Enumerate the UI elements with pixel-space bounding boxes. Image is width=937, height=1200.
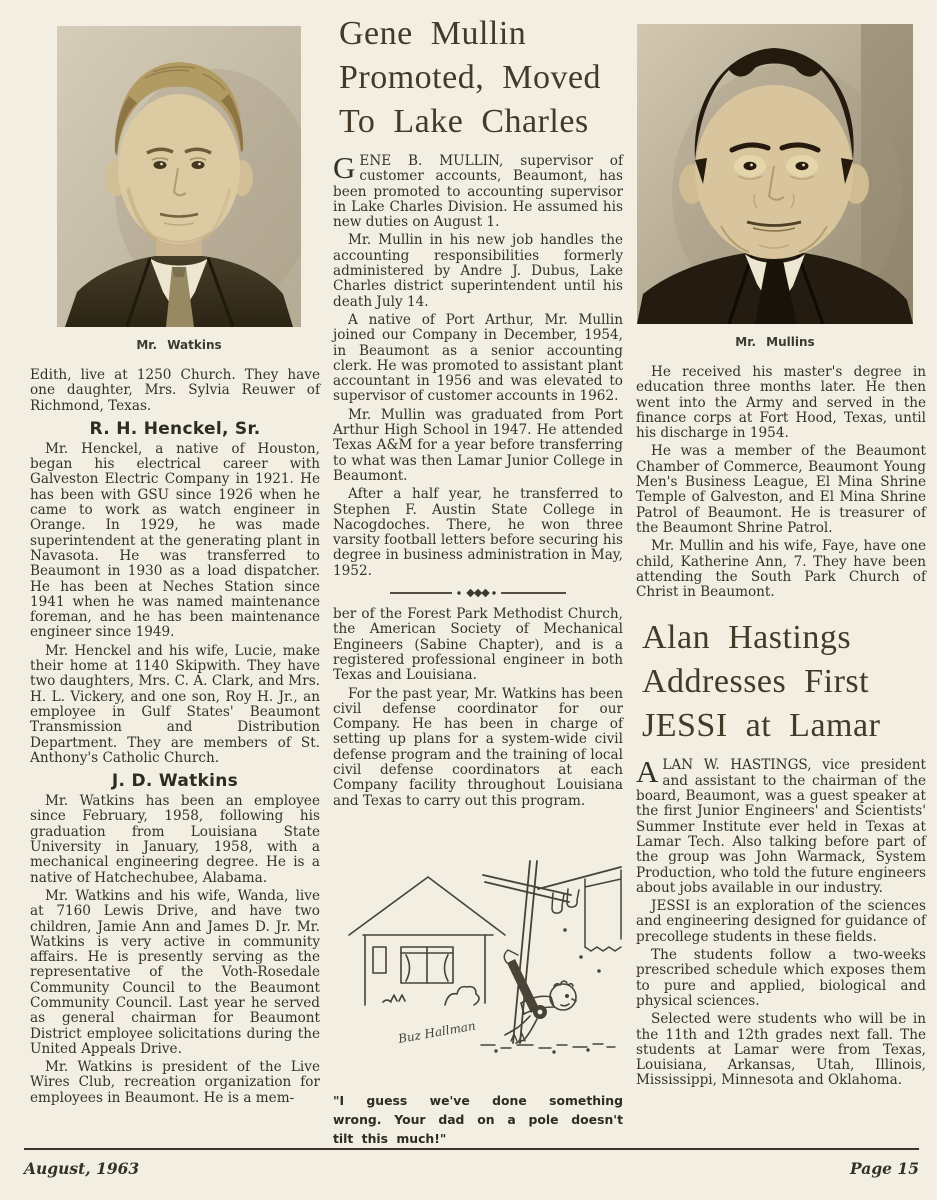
section-divider-ornament [388, 588, 568, 598]
paragraph: After a half year, he transferred to Stephen F. Austin State College in Nacogdoches. There, he won three varsity football letters before securing his degree in business administration in May, 1952. [333, 486, 623, 579]
mullins-photo-frame [637, 24, 926, 324]
headline-line: Gene Mullin [339, 15, 527, 52]
left-column [30, 0, 320, 1150]
headline-line: Promoted, Moved [339, 59, 602, 96]
headline-line: To Lake Charles [339, 103, 589, 140]
paragraph: Mr. Mullin and his wife, Faye, have one child, Katherine Ann, 7. They have been attending the South Park Church of Christ in Beaumont. [636, 538, 926, 601]
right-column [636, 0, 926, 1150]
paragraph: Mr. Mullin in his new job handles the accounting responsibilities formerly administered by Andre J. Dubus, Lake Charles district superintendent until his death July 14. [333, 232, 623, 310]
cartoon-illustration [333, 835, 623, 1083]
paragraph: Mr. Watkins and his wife, Wanda, live at 7160 Lewis Drive, and have two children, Jamie Ann and James D. Jr. Mr. Watkins is very active in community affairs. He is presently serving as the representative of the Voth-Rosedale Community Council to the Beaumont Community Council. Last year he served as general chairman for Beaumont District employee solicitations during the United Appeals Drive. [30, 887, 320, 1057]
section-heading-watkins: J. D. Watkins [111, 771, 239, 792]
paragraph-text: LAN W. HASTINGS, vice president and assistant to the chairman of the board, Beaumont, was a guest speaker at the first Junior Engineers' and Scientists' Summer Institute ever held in Texas at Lamar Tech. Also talking before part of the group was John Warmack, System Production, who told the future engineers about jobs available in our industry. [636, 757, 926, 896]
section-divider [333, 588, 623, 598]
footer-page-number: Page 15 [850, 1159, 919, 1178]
watkins-photo-frame [57, 26, 320, 327]
watkins-photo-caption: Mr. Watkins [136, 338, 222, 352]
paragraph-continued-watkins-article: ber of the Forest Park Methodist Church, the American Society of Mechanical Engineers (Sabine Chapter), and is a registered professional engineer in both Texas and Louisiana. [333, 606, 623, 684]
paragraph: Mr. Henckel, a native of Houston, began his electrical career with Galveston Electric Company in 1921. He has been with GSU since 1926 when he came to work as watch engineer in Orange. In 1929, he was made superintendent at the generating plant in Navasota. He was transferred to Beaumont in 1930 as a load dispatcher. He has been at Neches Station since 1941 when he was named maintenance foreman, and he has been maintenance engineer since 1949. [30, 440, 320, 641]
cartoon-frame [333, 835, 623, 1083]
paragraph: JESSI is an exploration of the sciences and engineering designed for guidance of precollege students in these fields. [636, 898, 926, 945]
paragraph: Mr. Watkins is president of the Live Wires Club, recreation organization for employees in Beaumont. He is a mem- [30, 1059, 320, 1106]
cartoonist-signature: Buz Hallman [397, 1018, 477, 1046]
paragraph: For the past year, Mr. Watkins has been civil defense coordinator for our Company. He has been in charge of setting up plans for a system-wide civil defense program and the training of local civil defense coordinators at each Company facility throughout Louisiana and Texas to carry out this program. [333, 685, 623, 809]
footer-issue-date: August, 1963 [24, 1159, 140, 1178]
paragraph: He was a member of the Beaumont Chamber of Commerce, Beaumont Young Men's Business League, El Mina Shrine Temple of Galveston, and El Mina Shrine Patrol of Beaumont. He is treasurer of the Beaumont Shrine Patrol. [636, 443, 926, 536]
paragraph: Selected were students who will be in the 11th and 12th grades next fall. The students at Lamar were from Texas, Louisiana, Arkansas, Utah, Illinois, Mississippi, Minnesota and Oklahoma. [636, 1011, 926, 1089]
paragraph: Mr. Henckel and his wife, Lucie, make their home at 1140 Skipwith. They have two daughters, Mrs. C. A. Clark, and Mrs. H. L. Vickery, and one son, Roy H. Jr., an employee in Gulf States' Beaumont Transmission and Distribution Department. They are members of St. Anthony's Catholic Church. [30, 642, 320, 766]
paragraph-lead [333, 150, 623, 231]
drop-cap: A [636, 754, 659, 790]
watkins-portrait-photo [57, 26, 301, 327]
paragraph: He received his master's degree in education three months later. He then went into the Army and served in the finance corps at Fort Hood, Texas, until his discharge in 1954. [636, 364, 926, 442]
article-headline-mullin [339, 12, 623, 144]
section-heading-henckel: R. H. Henckel, Sr. [89, 418, 261, 439]
drop-cap: G [333, 150, 356, 185]
article-headline-hastings [642, 616, 926, 748]
paragraph: The students follow a two-weeks prescribed schedule which exposes them to pure and applied, biological and physical sciences. [636, 947, 926, 1009]
paragraph-lead [636, 754, 926, 896]
page-footer [24, 1148, 919, 1200]
mullins-portrait-photo [637, 24, 913, 324]
cartoon-caption: "I guess we've done something wrong. Your dad on a pole doesn't tilt this much!" [333, 1092, 623, 1146]
paragraph-continued-from-previous-page: Edith, live at 1250 Church. They have one daughter, Mrs. Sylvia Reuwer of Richmond, Texas. [30, 367, 320, 414]
paragraph: Mr. Watkins has been an employee since February, 1958, following his graduation from Louisiana State University in January, 1958, with a mechanical engineering degree. He is a native of Hatchechubee, Alabama. [30, 793, 320, 886]
headline-line: Alan Hastings [642, 619, 852, 657]
paragraph: A native of Port Arthur, Mr. Mullin joined our Company in December, 1954, in Beaumont as a senior accounting clerk. He was promoted to assistant plant accountant in 1956 and was elevated to supervisor of customer accounts in 1962. [333, 311, 623, 405]
paragraph-text: ENE B. MULLIN, supervisor of customer accounts, Beaumont, has been promoted to accounting supervisor in Lake Charles Division. He assumed his new duties on August 1. [333, 153, 623, 231]
headline-line: JESSI at Lamar [642, 707, 881, 745]
headline-line: Addresses First [642, 663, 870, 701]
paragraph: Mr. Mullin was graduated from Port Arthur High School in 1947. He attended Texas A&M for a year before transferring to what was then Lamar Junior College in Beaumont. [333, 406, 623, 484]
mullins-photo-caption: Mr. Mullins [735, 335, 815, 349]
middle-column [333, 0, 623, 1150]
